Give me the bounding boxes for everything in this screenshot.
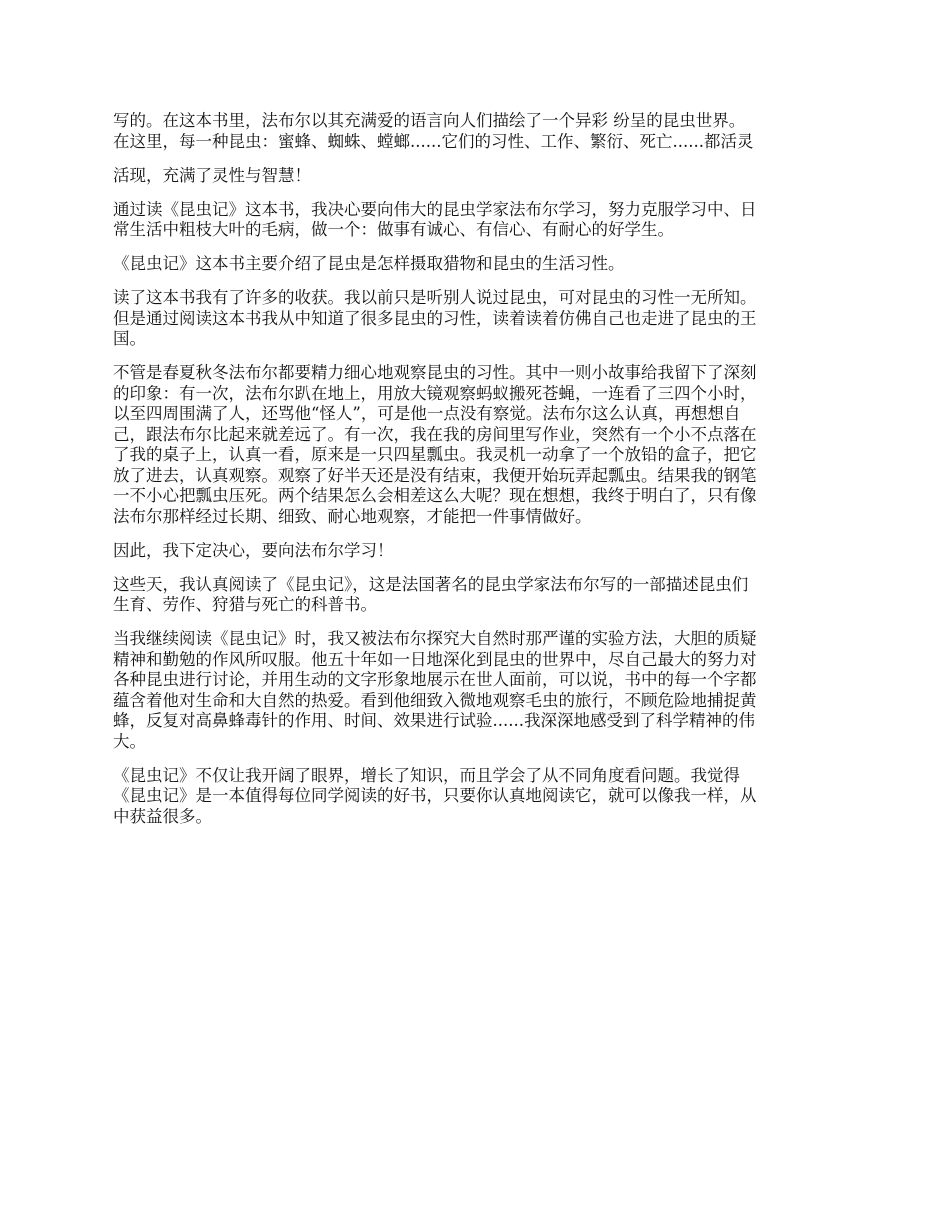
paragraph <box>113 629 840 752</box>
text-line: 一不小心把瓢虫压死。两个结果怎么会相差这么大呢？现在想想，我终于明白了，只有像 <box>113 486 757 505</box>
text-line: 当我继续阅读《昆虫记》时，我又被法布尔探究大自然时那严谨的实验方法，大胆的质疑 <box>113 629 757 648</box>
paragraph <box>113 288 840 350</box>
text-line: 蜂，反复对高鼻蜂毒针的作用、时间、效果进行试验......我深深地感受到了科学精神的伟 <box>113 711 755 730</box>
text-line: 以至四周围满了人，还骂他“怪人”，可是他一点没有察觉。法布尔这么认真，再想想自 <box>113 404 741 423</box>
text-line: 己，跟法布尔比起来就差远了。有一次，我在我的房间里写作业，突然有一个小不点落在 <box>113 424 757 444</box>
text-line: 法布尔那样经过长期、细致、耐心地观察，才能把一件事情做好。 <box>113 506 592 526</box>
text-line: 大。 <box>113 731 146 751</box>
text-line: 精神和勤勉的作风所叹服。他五十年如一日地深化到昆虫的世界中，尽自己最大的努力对 <box>113 649 757 669</box>
paragraph <box>113 111 840 152</box>
text-line: 因此，我下定决心，要向法布尔学习！ <box>113 540 394 560</box>
paragraph <box>113 200 840 241</box>
text-line: 了我的桌子上，认真一看，原来是一只四星瓢虫。我灵机一动拿了一个放铅的盒子，把它 <box>113 445 757 464</box>
paragraph <box>113 541 840 562</box>
text-line: 的印象：有一次，法布尔趴在地上，用放大镜观察蚂蚁搬死苍蝇，一连看了三四个小时， <box>113 383 757 403</box>
paragraph <box>113 363 840 527</box>
text-line: 在这里，每一种昆虫：蜜蜂、蜘蛛、螳螂......它们的习性、工作、繁衍、死亡......都活灵 <box>113 131 754 151</box>
paragraph <box>113 254 840 275</box>
text-line: 但是通过阅读这本书我从中知道了很多昆虫的习性，读着读着仿佛自己也走进了昆虫的王 <box>113 308 757 328</box>
text-line: 《昆虫记》不仅让我开阔了眼界，增长了知识，而且学会了从不同角度看问题。我觉得 <box>113 765 740 785</box>
paragraph <box>113 166 840 187</box>
text-line: 国。 <box>113 329 146 348</box>
text-line: 放了进去，认真观察。观察了好半天还是没有结束，我便开始玩弄起瓢虫。结果我的钢笔 <box>113 465 757 485</box>
document-body <box>113 111 840 841</box>
text-line: 写的。在这本书里，法布尔以其充满爱的语言向人们描绘了一个异彩 纷呈的昆虫世界。 <box>113 111 746 130</box>
text-line: 不管是春夏秋冬法布尔都要精力细心地观察昆虫的习性。其中一则小故事给我留下了深刻 <box>113 363 757 382</box>
text-line: 常生活中粗枝大叶的毛病，做一个：做事有诚心、有信心、有耐心的好学生。 <box>113 220 674 239</box>
text-line: 《昆虫记》这本书主要介绍了昆虫是怎样摄取猎物和昆虫的生活习性。 <box>113 254 625 273</box>
text-line: 蕴含着他对生命和大自然的热爱。看到他细致入微地观察毛虫的旅行，不顾危险地捕捉黄 <box>113 690 757 710</box>
text-line: 活现，充满了灵性与智慧！ <box>113 165 311 185</box>
text-line: 《昆虫记》是一本值得每位同学阅读的好书，只要你认真地阅读它，就可以像我一样，从 <box>113 786 757 805</box>
text-line: 中获益很多。 <box>113 806 212 826</box>
text-line: 通过读《昆虫记》这本书，我决心要向伟大的昆虫学家法布尔学习，努力克服学习中、日 <box>113 199 757 219</box>
text-line: 读了这本书我有了许多的收获。我以前只是听别人说过昆虫，可对昆虫的习性一无所知。 <box>113 288 757 307</box>
paragraph <box>113 575 840 616</box>
paragraph <box>113 766 840 828</box>
text-line: 生育、劳作、狩猎与死亡的科普书。 <box>113 595 377 614</box>
text-line: 这些天，我认真阅读了《昆虫记》，这是法国著名的昆虫学家法布尔写的一部描述昆虫们 <box>113 574 749 594</box>
text-line: 各种昆虫进行讨论，并用生动的文字形象地展示在世人面前，可以说，书中的每一个字都 <box>113 670 757 689</box>
